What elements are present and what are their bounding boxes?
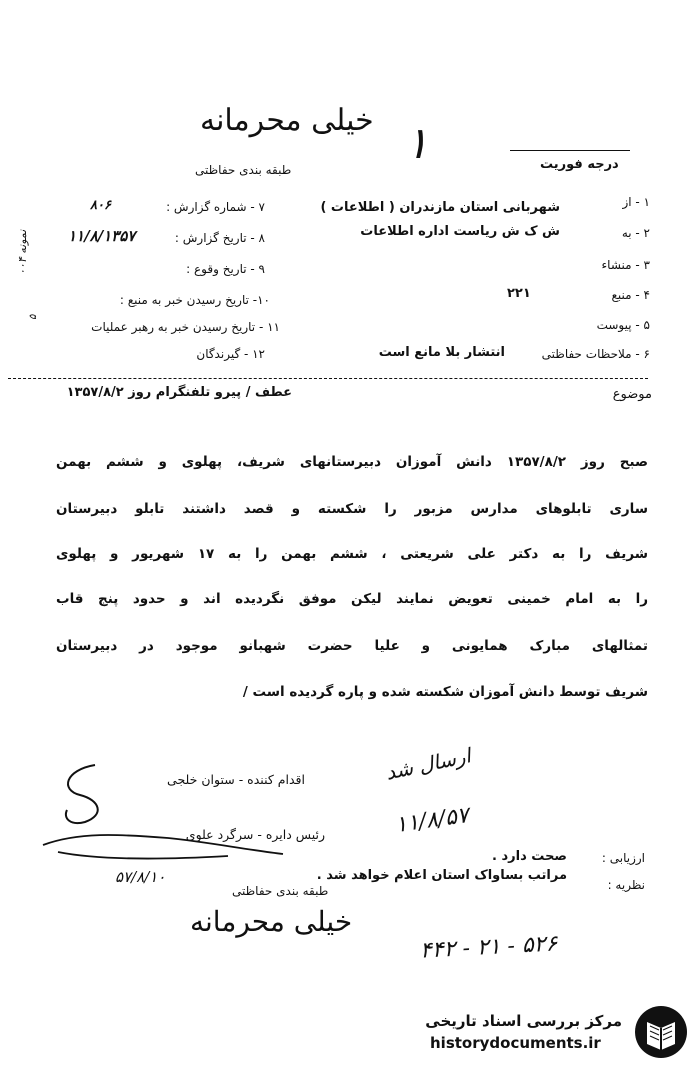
field-source-date-label: ۱۰- تاریخ رسیدن خبر به منبع :	[119, 293, 270, 307]
body-line-5: تمثالهای مبارک همایونی و علیا حضرت شهبانو موجود در دبیرستان	[56, 638, 648, 654]
opinion-value: مراتب بساواک استان اعلام خواهد شد .	[316, 868, 567, 883]
priority-divider	[510, 150, 630, 151]
side-note-vertical: نمونه ۰۰۴	[16, 229, 29, 275]
handwritten-number: ۴۴۲ - ۲۱ - ۵۲۶	[419, 931, 558, 964]
field-from-label: ۱ - از	[622, 195, 650, 209]
field-report-number-label: ۷ - شماره گزارش :	[166, 200, 265, 214]
classification-stamp-top: خیلی محرمانه	[200, 103, 374, 138]
subject-label: موضوع	[612, 387, 652, 402]
footer-url[interactable]: historydocuments.ir	[430, 1034, 601, 1052]
field-source-value: ۲۲۱	[507, 286, 531, 301]
body-line-6: شریف توسط دانش آموزان شکسته شده و پاره گردیده است /	[242, 684, 648, 700]
classification-label: طبقه بندی حفاظتی	[195, 163, 292, 177]
footer-site-name: مرکز بررسی اسناد تاریخی	[425, 1012, 622, 1030]
bottom-classification-label: طبقه بندی حفاظتی	[232, 884, 329, 898]
book-logo-icon	[633, 1004, 689, 1060]
field-security-notes-value: انتشار بلا مانع است	[378, 345, 505, 360]
field-report-number-value: ۸۰۶	[90, 198, 111, 213]
body-line-1: صبح روز ۱۳۵۷/۸/۲ دانش آموزان دبیرستانهای شریف، پهلوی و ششم بهمن	[56, 454, 649, 470]
handwritten-mark: ۱	[405, 118, 429, 169]
field-from-value: شهربانی استان مازندران ( اطلاعات )	[320, 200, 560, 215]
classification-stamp-bottom: خیلی محرمانه	[190, 905, 353, 938]
handwritten-ersal-shod: ارسال شد	[383, 743, 473, 785]
opinion-label: نظریه :	[607, 878, 645, 892]
field-report-date-label: ۸ - تاریخ گزارش :	[174, 231, 265, 245]
field-recipients-label: ۱۲ - گیرندگان	[196, 347, 265, 361]
field-to-value: ش ک ش ریاست اداره اطلاعات	[360, 224, 560, 239]
field-attachment-label: ۵ - پیوست	[596, 318, 650, 332]
field-leader-date-label: ۱۱ - تاریخ رسیدن خبر به رهبر عملیات	[91, 320, 280, 334]
field-source-label: ۴ - منبع	[611, 288, 650, 302]
body-line-2: ساری تابلوهای مدارس مزبور را شکسته و قصد داشتند تابلو دبیرستان	[56, 501, 648, 517]
body-line-4: را به امام خمینی تعویض نمایند لیکن موفق نگردیده اند و حدود پنج قاب	[56, 591, 648, 607]
field-origin-label: ۳ - منشاء	[601, 258, 650, 272]
handwritten-date-1: ۱۱/۸/۵۷	[393, 802, 471, 839]
field-to-label: ۲ - به	[621, 226, 650, 240]
evaluation-label: ارزیابی :	[601, 851, 645, 865]
subject-reference: عطف / پیرو تلفنگرام روز ۱۳۵۷/۸/۲	[66, 385, 292, 400]
signature-action-by: اقدام کننده - ستوان خلجی	[167, 772, 305, 787]
priority-label: درجه فوریت	[540, 157, 619, 172]
body-line-3: شریف را به دکتر علی شریعتی ، ششم بهمن را به ۱۷ شهریور و پهلوی	[56, 546, 648, 562]
signature-chief: رئیس دایره - سرگرد علوی	[185, 827, 325, 842]
field-security-notes-label: ۶ - ملاحظات حفاظتی	[541, 347, 650, 361]
side-note-vertical-2: ۵	[28, 314, 39, 320]
field-report-date-value: ۱۱/۸/۱۳۵۷	[68, 227, 136, 245]
evaluation-value: صحت دارد .	[492, 849, 567, 864]
handwritten-date-2: ۵۷/۸/۱۰	[115, 868, 166, 886]
subject-divider	[8, 378, 648, 379]
field-occurrence-date-label: ۹ - تاریخ وقوع :	[186, 262, 265, 276]
